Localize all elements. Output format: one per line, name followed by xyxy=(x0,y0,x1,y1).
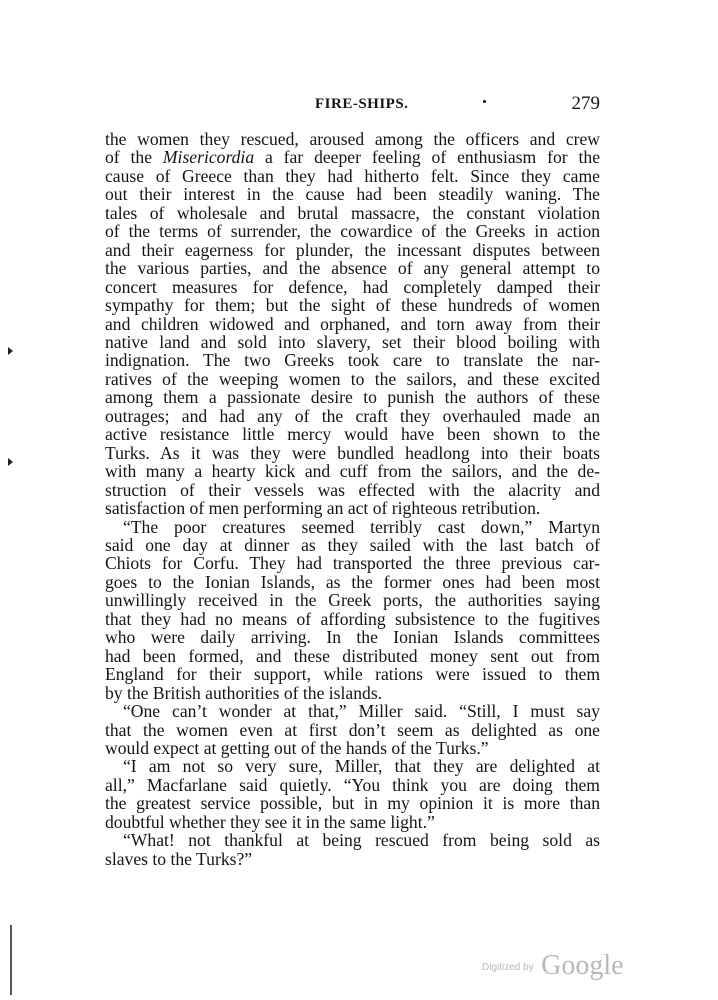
text-line: indignation. The two Greeks took care to translate the nar- xyxy=(105,350,600,371)
text-line: of the terms of surrender, the cowardice of the Greeks in action xyxy=(105,221,600,242)
text-line: of the Misericordia a far deeper feeling of enthusiasm for the xyxy=(105,147,601,168)
text-line: slaves to the Turks?” xyxy=(105,848,253,869)
margin-rule xyxy=(10,925,12,995)
text-line: the various parties, and the absence of any general attempt to xyxy=(105,258,600,279)
paragraph xyxy=(105,702,600,757)
text-line: goes to the Ionian Islands, as the former ones had been most xyxy=(105,571,600,592)
watermark-small-text: Digitized by xyxy=(482,962,534,973)
page-number: 279 xyxy=(571,93,600,114)
text-line: Turks. As it was they were bundled headlong into their boats xyxy=(105,442,600,463)
paragraph xyxy=(105,518,600,703)
text-line: ratives of the weeping women to the sailors, and these excited xyxy=(105,368,600,389)
text-line: satisfaction of men performing an act of righteous retribution. xyxy=(105,498,541,519)
text-line: had been formed, and these distributed money sent out from xyxy=(105,645,600,666)
text-line: said one day at dinner as they sailed with the last batch of xyxy=(105,534,600,555)
text-line: “The poor creatures seemed terribly cast down,” Martyn xyxy=(123,516,600,537)
text-line: all,” Macfarlane said quietly. “You think you are doing them xyxy=(105,774,600,795)
paragraph xyxy=(105,831,600,868)
text-line: “One can’t wonder at that,” Miller said. “Still, I must say xyxy=(123,701,600,722)
body-text xyxy=(105,130,600,868)
text-line: would expect at getting out of the hands of the Turks.” xyxy=(105,737,489,758)
text-line: that the women even at first don’t seem as delighted as one xyxy=(105,719,600,740)
margin-mark xyxy=(8,458,13,466)
text-line: struction of their vessels was effected with the alacrity and xyxy=(105,479,600,500)
text-line: among them a passionate desire to punish the authors of these xyxy=(105,387,600,408)
text-line: Chiots for Corfu. They had transported the three previous car- xyxy=(105,553,600,574)
margin-mark xyxy=(8,347,13,355)
ink-speck xyxy=(483,100,486,103)
paragraph xyxy=(105,757,600,831)
text-line: sympathy for them; but the sight of these hundreds of women xyxy=(105,295,600,316)
text-line: active resistance little mercy would have been shown to the xyxy=(105,424,600,445)
text-line: native land and sold into slavery, set their blood boiling with xyxy=(105,331,600,352)
text-line: “I am not so very sure, Miller, that they are delighted at xyxy=(123,756,600,777)
text-line: out their interest in the cause had been steadily waning. The xyxy=(105,184,600,205)
text-line: that they had no means of affording subsistence to the fugitives xyxy=(105,608,600,629)
paragraph xyxy=(105,130,600,518)
text-line: “What! not thankful at being rescued from being sold as xyxy=(123,830,600,851)
text-line: who were daily arriving. In the Ionian Islands committees xyxy=(105,627,600,648)
text-line: and their eagerness for plunder, the incessant disputes between xyxy=(105,239,600,260)
text-line: and children widowed and orphaned, and torn away from their xyxy=(105,313,600,334)
text-line: cause of Greece than they had hitherto felt. Since they came xyxy=(105,165,600,186)
text-line: the women they rescued, aroused among the officers and crew xyxy=(105,129,600,149)
text-line: tales of wholesale and brutal massacre, the constant violation xyxy=(105,202,600,223)
digitized-watermark xyxy=(482,950,624,982)
running-head: FIRE-SHIPS. xyxy=(315,96,409,112)
text-line: doubtful whether they see it in the same light.” xyxy=(105,811,435,832)
page-header xyxy=(105,93,600,120)
text-line: concert measures for defence, had completely damped their xyxy=(105,276,600,297)
text-line: England for their support, while rations were issued to them xyxy=(105,664,600,685)
text-line: unwillingly received in the Greek ports, the authorities saying xyxy=(105,590,600,611)
watermark-logo-text: Google xyxy=(541,950,624,981)
text-line: with many a hearty kick and cuff from the sailors, and the de- xyxy=(105,461,600,482)
text-line: outrages; and had any of the craft they overhauled made an xyxy=(105,405,600,426)
text-line: by the British authorities of the islands. xyxy=(105,682,383,703)
text-line: the greatest service possible, but in my opinion it is more than xyxy=(105,793,600,814)
